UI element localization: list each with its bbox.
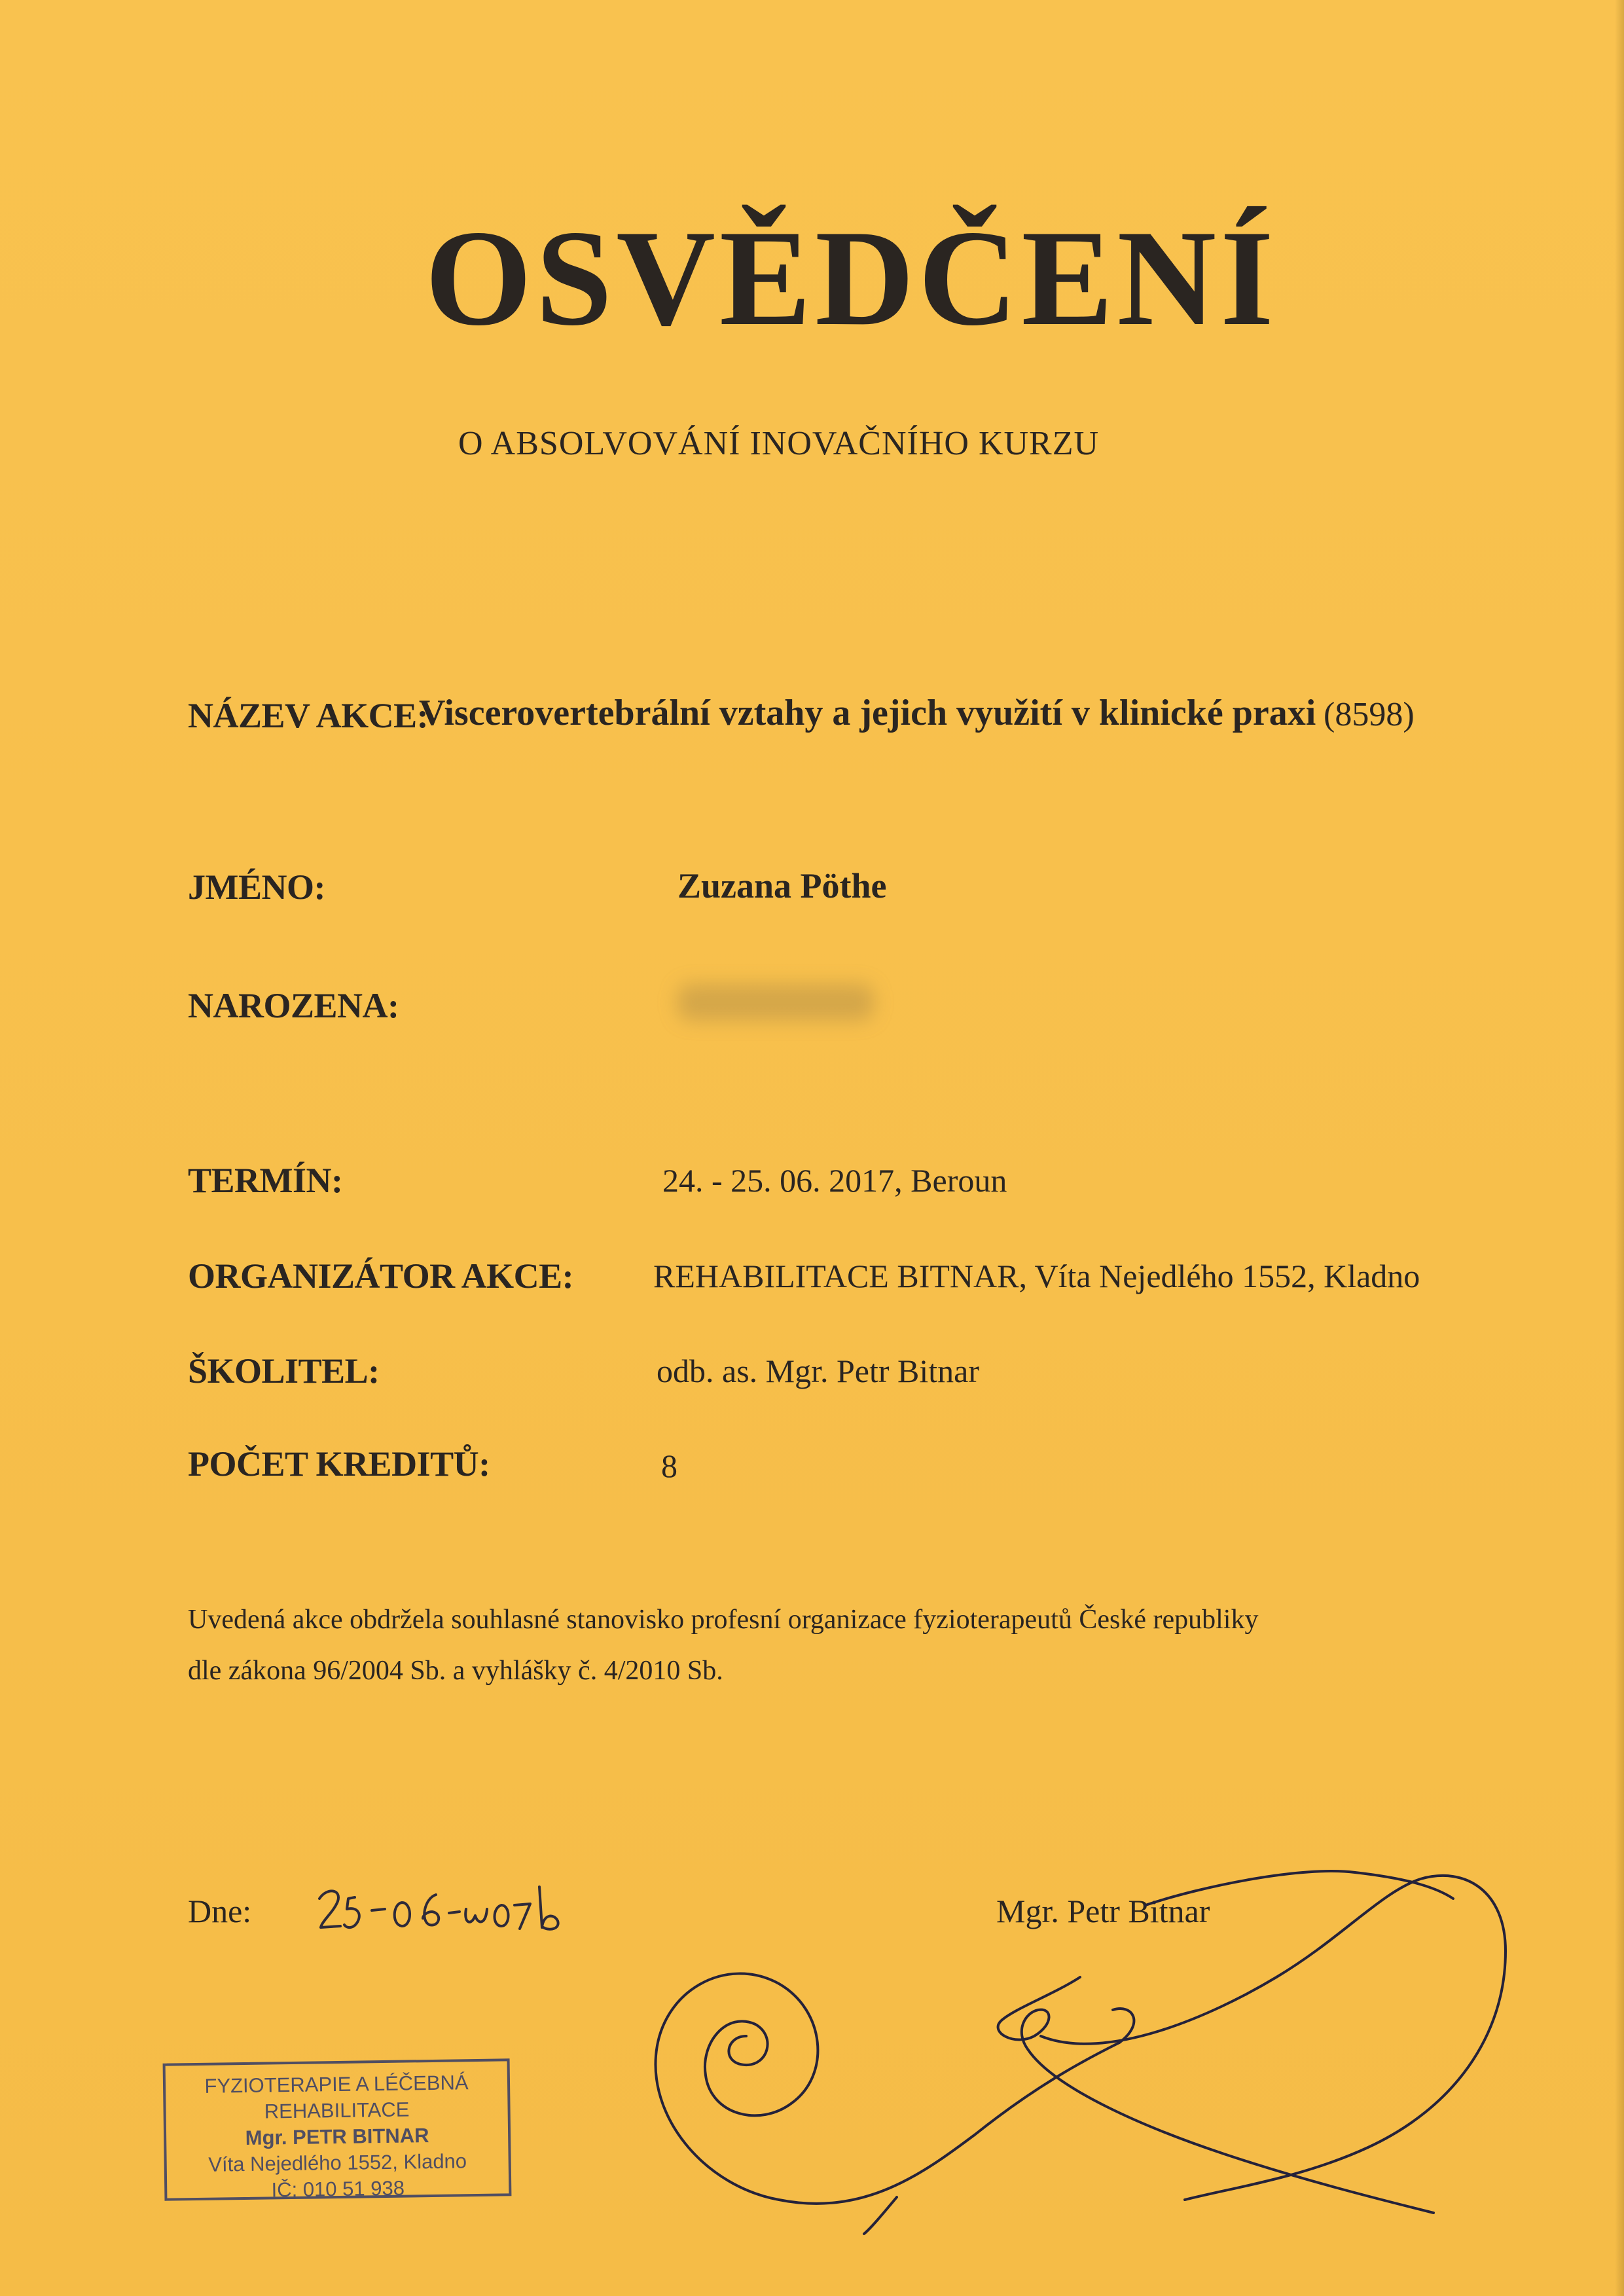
name-value: Zuzana Pöthe bbox=[677, 866, 887, 905]
signature-image bbox=[648, 1846, 1525, 2239]
certificate-subtitle: O ABSOLVOVÁNÍ INOVAČNÍHO KURZU bbox=[458, 425, 1100, 462]
trainer-label: ŠKOLITEL: bbox=[188, 1351, 380, 1391]
organizer-label: ORGANIZÁTOR AKCE: bbox=[188, 1256, 574, 1296]
signer-name: Mgr. Petr Bitnar bbox=[996, 1893, 1210, 1929]
organizer-value: REHABILITACE BITNAR, Víta Nejedlého 1552, Kladno bbox=[653, 1258, 1420, 1294]
credits-label: POČET KREDITŮ: bbox=[188, 1444, 490, 1484]
event-code: (8598) bbox=[1324, 696, 1415, 733]
term-label: TERMÍN: bbox=[188, 1161, 343, 1200]
date-label: Dne: bbox=[188, 1893, 252, 1929]
handwritten-date bbox=[314, 1872, 563, 1944]
event-name-label: NÁZEV AKCE: bbox=[188, 696, 429, 735]
trainer-value: odb. as. Mgr. Petr Bitnar bbox=[657, 1353, 980, 1389]
name-label: JMÉNO: bbox=[188, 867, 325, 907]
credits-value: 8 bbox=[661, 1448, 677, 1484]
approval-note-line-1: Uvedená akce obdržela souhlasné stanovisko profesní organizace fyzioterapeutů České republiky bbox=[188, 1605, 1259, 1635]
redacted-birth-date bbox=[677, 984, 874, 1021]
birth-date-label: NAROZENA: bbox=[188, 986, 399, 1025]
approval-note-line-2: dle zákona 96/2004 Sb. a vyhlášky č. 4/2010 Sb. bbox=[188, 1656, 723, 1686]
stamp-line-1: FYZIOTERAPIE A LÉČEBNÁ REHABILITACE bbox=[204, 2071, 469, 2123]
official-stamp bbox=[163, 2058, 512, 2200]
term-value: 24. - 25. 06. 2017, Beroun bbox=[662, 1162, 1007, 1199]
event-name: Viscerovertebrální vztahy a jejich využití v klinické praxi bbox=[419, 693, 1316, 733]
stamp-line-2: Mgr. PETR BITNAR bbox=[245, 2124, 429, 2149]
stamp-line-3: Víta Nejedlého 1552, Kladno bbox=[208, 2149, 467, 2176]
stamp-line-4: IČ: 010 51 938 bbox=[271, 2176, 405, 2202]
certificate-title: OSVĚDČENÍ bbox=[425, 202, 1278, 354]
